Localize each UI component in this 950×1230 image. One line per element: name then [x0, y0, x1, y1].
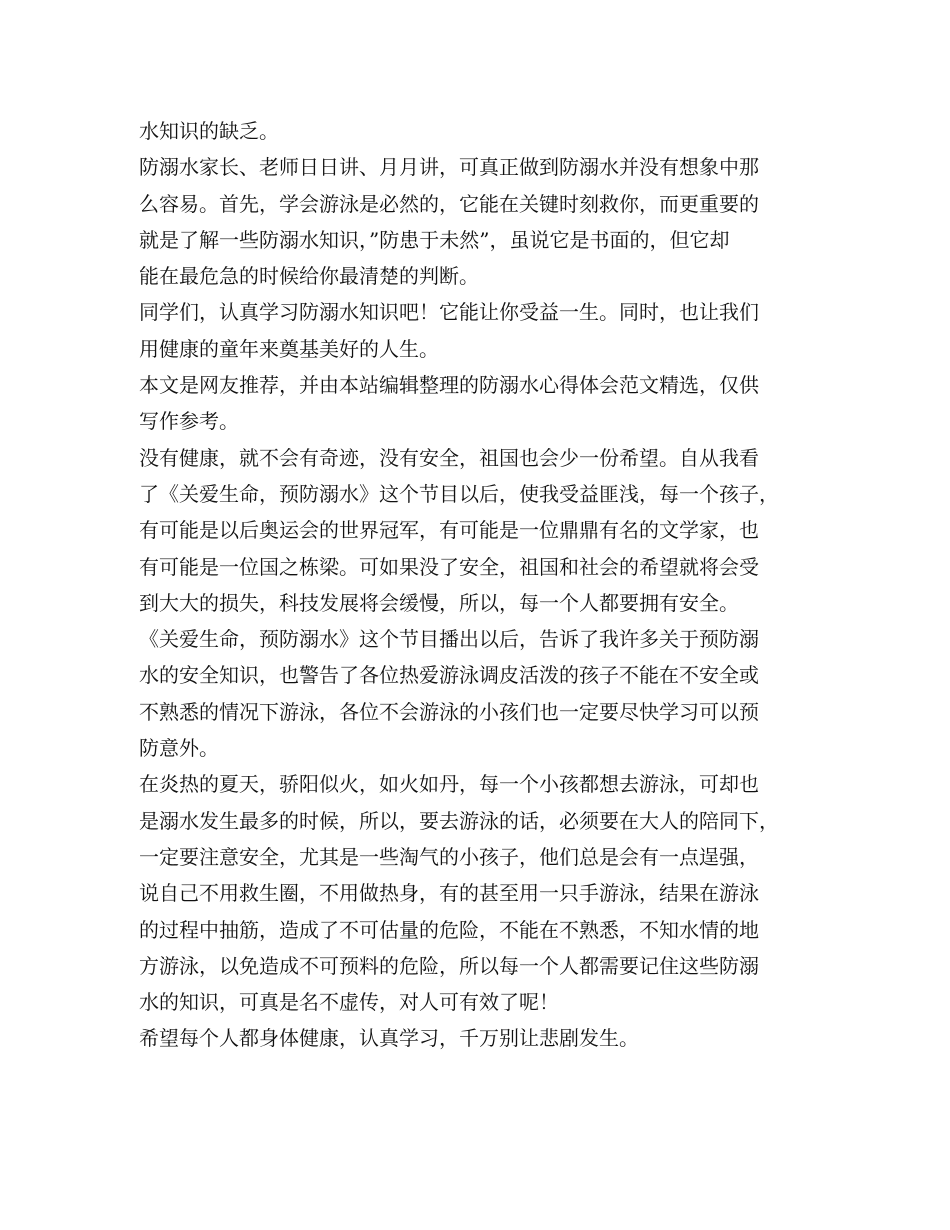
text-line: 希望每个人都身体健康，认真学习，千万别让悲剧发生。: [139, 1026, 639, 1051]
text-line: 到大大的损失，科技发展将会缓慢，所以，每一个人都要拥有安全。: [139, 590, 739, 615]
text-line: 的过程中抽筋，造成了不可估量的危险，不能在不熟悉，不知水情的地: [139, 917, 759, 942]
text-line: 方游泳，以免造成不可预料的危险，所以每一个人都需要记住这些防溺: [139, 953, 759, 978]
text-line: 《关爱生命，预防溺水》这个节目播出以后，告诉了我许多关于预防溺: [139, 627, 759, 652]
text-line: 不熟悉的情况下游泳，各位不会游泳的小孩们也一定要尽快学习可以预: [139, 699, 759, 724]
text-line: 有可能是一位国之栋梁。可如果没了安全，祖国和社会的希望就将会受: [139, 554, 759, 579]
text-line: 么容易。首先，学会游泳是必然的，它能在关键时刻救你，而更重要的: [139, 191, 759, 216]
text-line: 用健康的童年来奠基美好的人生。: [139, 336, 439, 361]
text-line: 就是了解一些防溺水知识，”防患于未然”，虽说它是书面的，但它却: [139, 227, 730, 252]
text-line: 了《关爱生命，预防溺水》这个节目以后，使我受益匪浅，每一个孩子，: [139, 481, 779, 506]
text-line: 说自己不用救生圈，不用做热身，有的甚至用一只手游泳，结果在游泳: [139, 881, 759, 906]
text-line: 水的知识，可真是名不虚传，对人可有效了呢！: [139, 990, 559, 1015]
text-line: 写作参考。: [139, 409, 239, 434]
text-line: 防溺水家长、老师日日讲、月月讲，可真正做到防溺水并没有想象中那: [139, 155, 759, 180]
text-line: 防意外。: [139, 736, 219, 761]
text-line: 在炎热的夏天，骄阳似火，如火如丹，每一个小孩都想去游泳，可却也: [139, 772, 759, 797]
text-line: 没有健康，就不会有奇迹，没有安全，祖国也会少一份希望。自从我看: [139, 445, 759, 470]
text-line: 有可能是以后奥运会的世界冠军，有可能是一位鼎鼎有名的文学家，也: [139, 518, 759, 543]
text-line: 水知识的缺乏。: [139, 119, 279, 143]
text-line: 是溺水发生最多的时候，所以，要去游泳的话，必须要在大人的陪同下，: [139, 808, 779, 833]
text-line: 本文是网友推荐，并由本站编辑整理的防溺水心得体会范文精选，仅供: [139, 373, 759, 398]
text-line: 水的安全知识，也警告了各位热爱游泳调皮活泼的孩子不能在不安全或: [139, 663, 759, 688]
text-line: 一定要注意安全，尤其是一些淘气的小孩子，他们总是会有一点逞强，: [139, 844, 759, 869]
document-body: [139, 113, 829, 1057]
text-line: 能在最危急的时候给你最清楚的判断。: [139, 264, 479, 289]
text-line: 同学们，认真学习防溺水知识吧！它能让你受益一生。同时，也让我们: [139, 300, 759, 325]
